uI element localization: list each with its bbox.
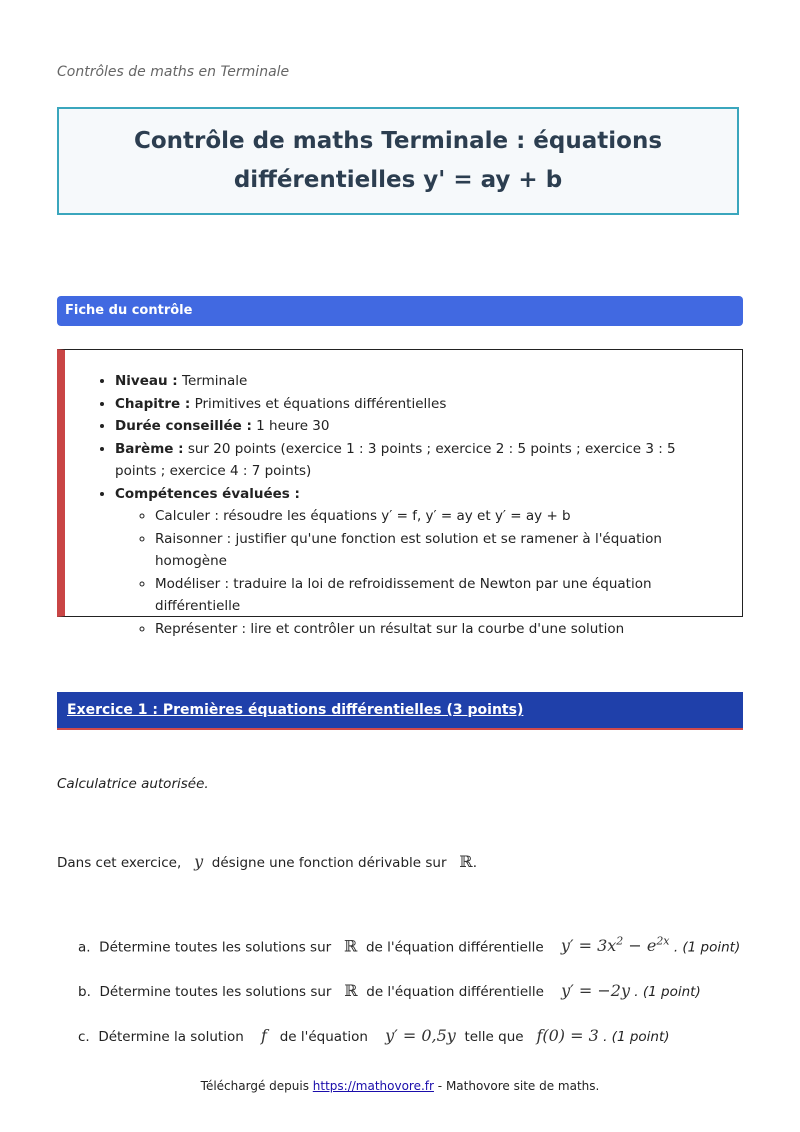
page-title: Contrôle de maths Terminale : équations différentielles y' = ay + b — [133, 128, 663, 193]
question-b — [78, 981, 701, 1000]
question-letter: c. — [78, 1029, 90, 1045]
question-points: . (1 point) — [603, 1029, 670, 1045]
question-points: . (1 point) — [673, 939, 741, 956]
question-text: telle que — [464, 1029, 524, 1045]
fiche-item-chapitre — [115, 393, 712, 416]
intro-text: . — [472, 855, 477, 871]
fiche-value: sur 20 points (exercice 1 : 3 points ; exercice 2 : 5 points ; exercice 3 : 5 points ; exercice 4 : 7 points) — [115, 440, 676, 479]
question-text: de l'équation différentielle — [366, 984, 544, 1000]
math-set-r: ℝ — [459, 852, 473, 871]
fiche-item-niveau — [115, 370, 712, 393]
fiche-label: Durée conseillée : — [115, 418, 252, 434]
exercise1-intro — [57, 852, 477, 871]
question-text: Détermine toutes les solutions sur — [99, 939, 332, 956]
question-letter: a. — [78, 939, 91, 956]
fiche-item-duree — [115, 415, 712, 438]
fiche-item-bareme — [115, 438, 712, 483]
fiche-value: 1 heure 30 — [256, 418, 330, 434]
equation-exponent: 2 — [616, 935, 624, 948]
competence-item: ◦ Représenter : lire et contrôler un résultat sur la courbe d'une solution — [155, 618, 712, 641]
fiche-box — [57, 349, 743, 637]
competences-list — [115, 505, 712, 640]
question-letter: b. — [78, 984, 91, 1000]
footer-text: - Mathovore site de maths. — [437, 1079, 600, 1093]
page-footer — [0, 1079, 800, 1093]
equation-part: − e — [623, 936, 657, 956]
math-set-r: ℝ — [344, 936, 358, 956]
competence-item: ◦ Calculer : résoudre les équations y′ = f, y′ = ay et y′ = ay + b — [155, 505, 712, 528]
question-c — [78, 1026, 670, 1045]
equation-exponent: 2x — [656, 935, 670, 948]
equation-part: y′ = 3x — [560, 936, 617, 956]
initial-condition: f(0) = 3 — [536, 1026, 599, 1045]
question-points: . (1 point) — [634, 984, 701, 1000]
fiche-heading: Fiche du contrôle — [57, 296, 743, 326]
equation: y′ = −2y — [561, 981, 630, 1000]
fiche-value: Terminale — [182, 373, 248, 389]
footer-link[interactable]: https://mathovore.fr — [312, 1079, 434, 1093]
question-text: de l'équation — [279, 1029, 368, 1045]
fiche-item-competences — [115, 483, 712, 641]
question-text: de l'équation différentielle — [365, 939, 544, 956]
fiche-label: Niveau : — [115, 373, 178, 389]
exercise1-heading: Exercice 1 : Premières équations différentielles (3 points) — [57, 692, 743, 730]
math-var-y: y — [194, 852, 204, 871]
title-box — [57, 107, 739, 215]
question-a — [78, 935, 740, 955]
fiche-label: Barème : — [115, 440, 184, 457]
calculator-note: Calculatrice autorisée. — [57, 776, 209, 792]
math-set-r: ℝ — [344, 981, 358, 1000]
question-text: Détermine toutes les solutions sur — [99, 984, 332, 1000]
intro-text: désigne une fonction dérivable sur — [211, 855, 447, 871]
fiche-label: Chapitre : — [115, 395, 191, 412]
footer-text: Téléchargé depuis — [200, 1079, 309, 1093]
running-header: Contrôles de maths en Terminale — [57, 64, 290, 80]
fiche-value: Primitives et équations différentielles — [194, 395, 447, 412]
intro-text: Dans cet exercice, — [57, 855, 182, 871]
question-text: Détermine la solution — [98, 1029, 244, 1045]
equation — [561, 936, 670, 955]
equation: y′ = 0,5y — [385, 1026, 456, 1045]
fiche-list — [115, 370, 712, 640]
math-var-f: f — [260, 1026, 267, 1045]
competence-item: ◦ Raisonner : justifier qu'une fonction est solution et se ramener à l'équation homogène — [155, 528, 712, 573]
competence-item: ◦ Modéliser : traduire la loi de refroidissement de Newton par une équation différentielle — [155, 573, 712, 618]
fiche-label: Compétences évaluées : — [115, 485, 300, 502]
